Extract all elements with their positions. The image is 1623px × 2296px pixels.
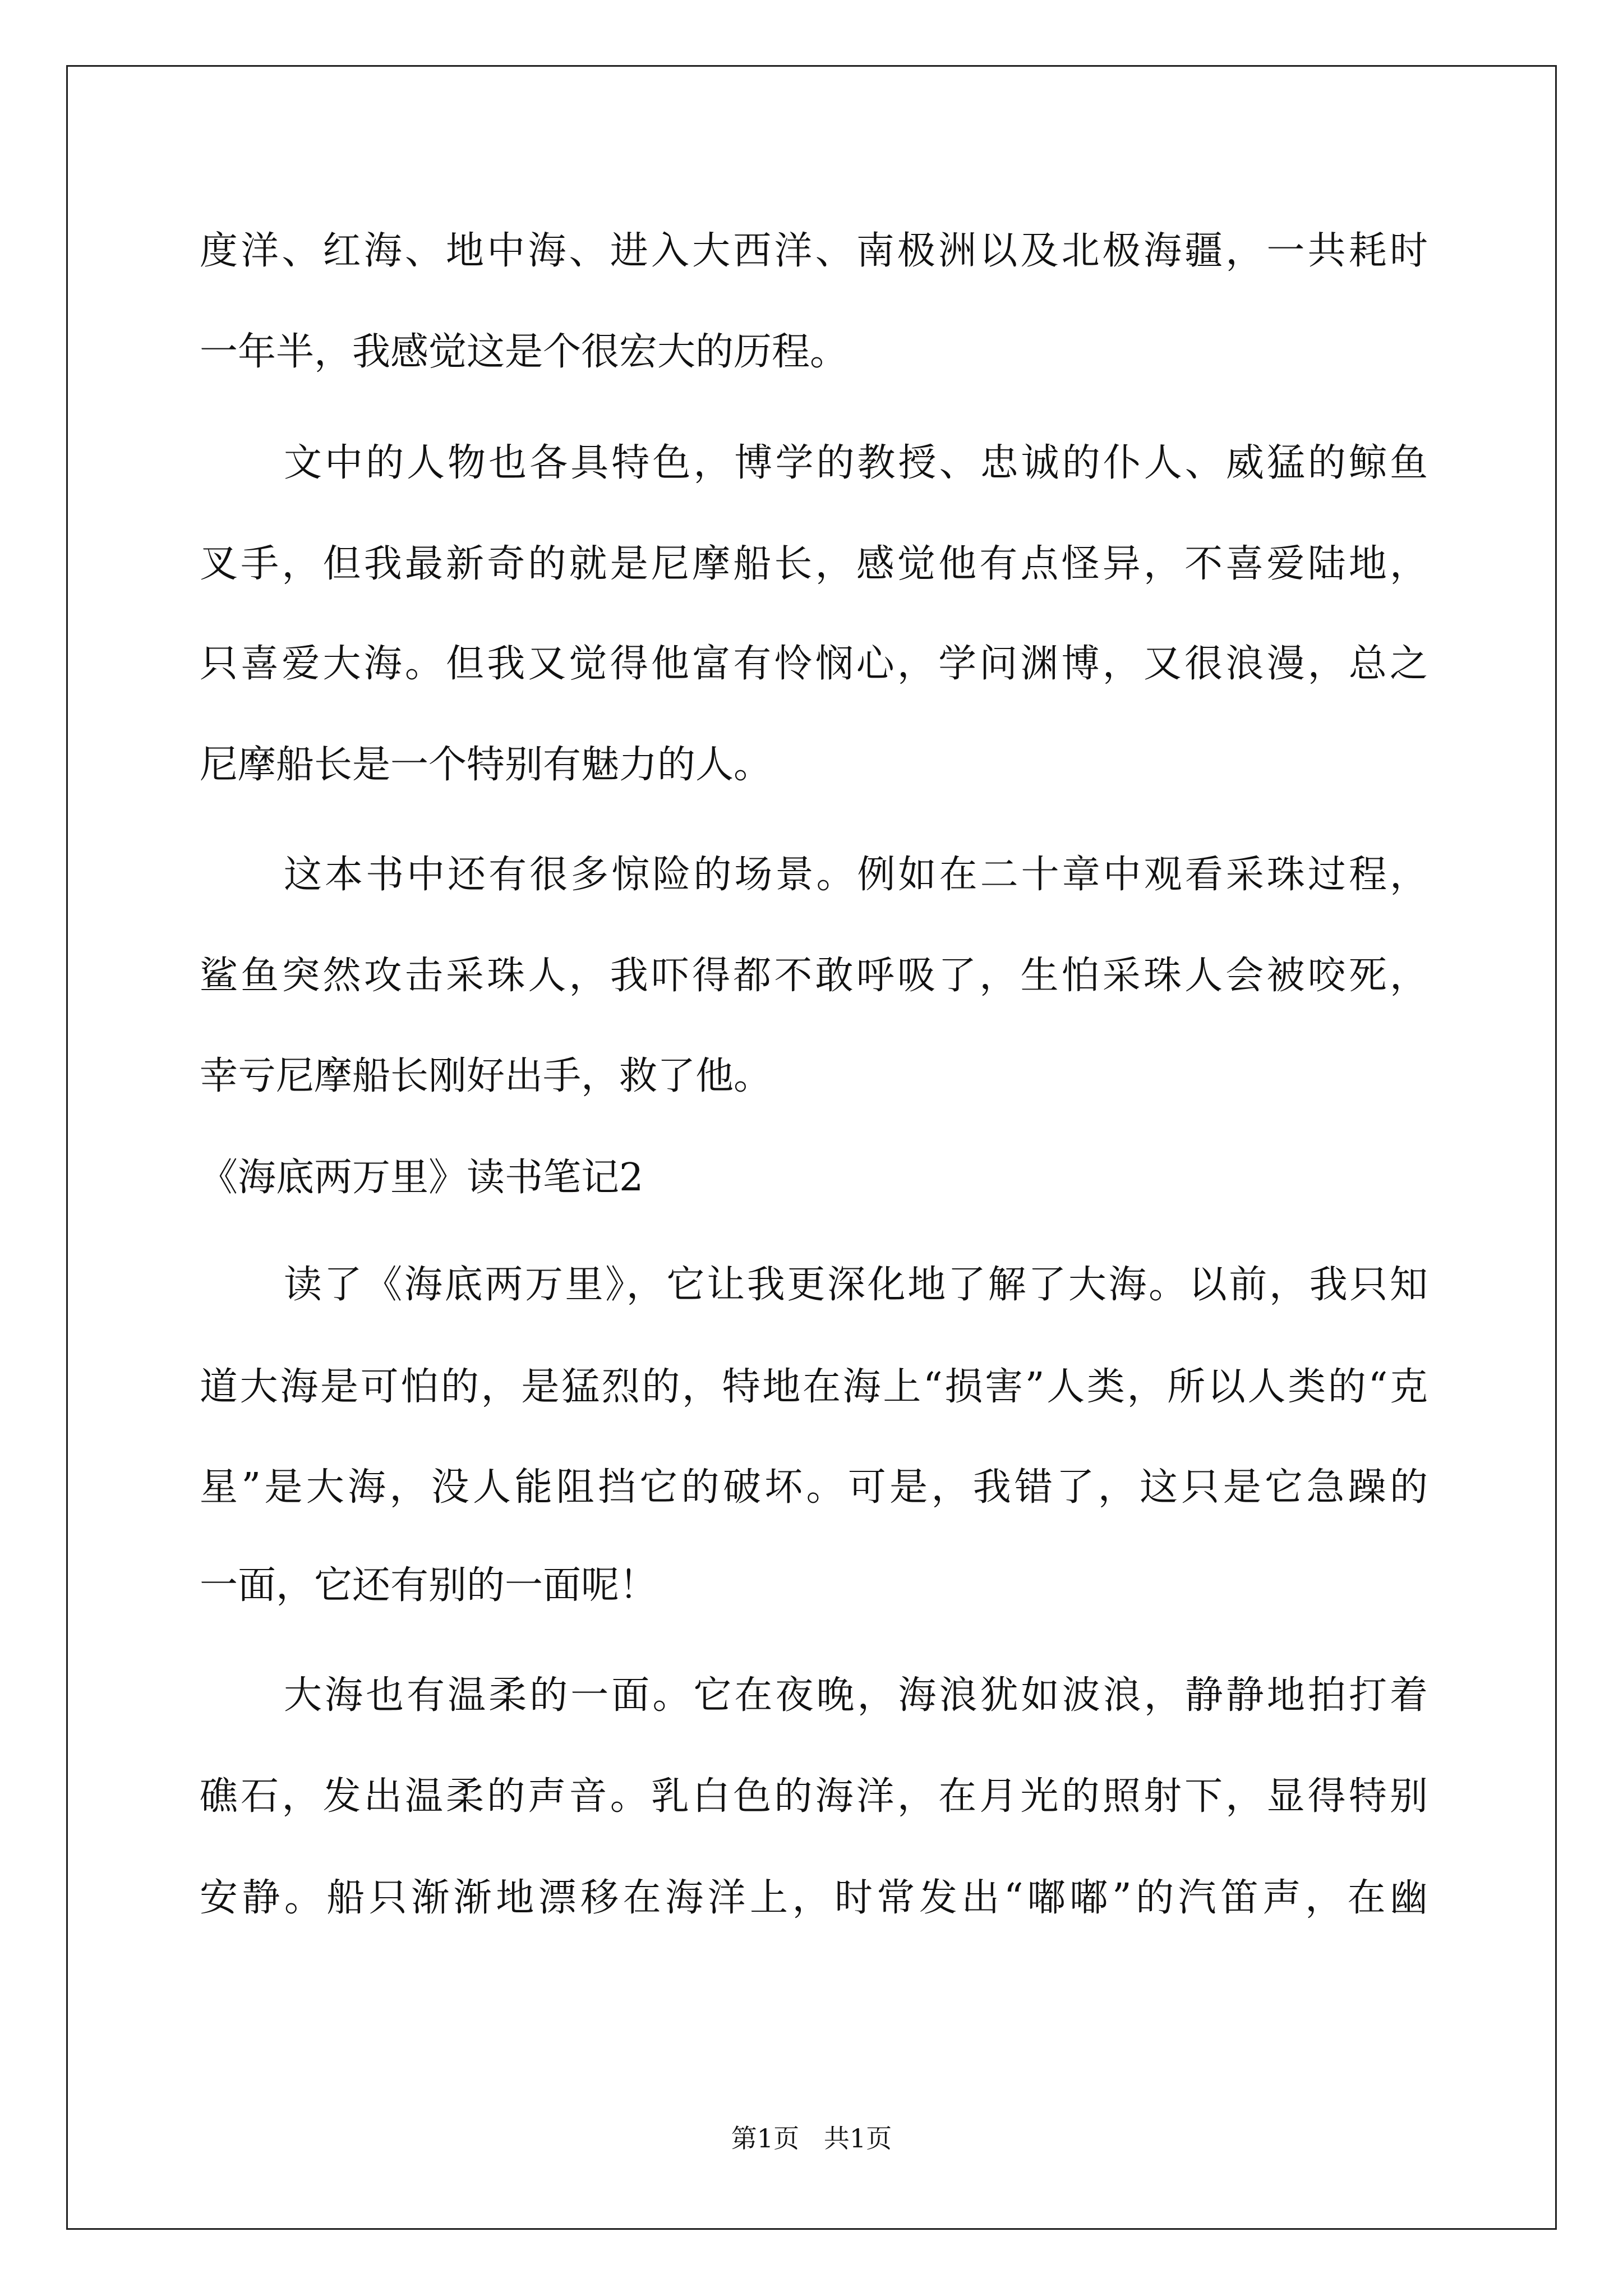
text-line: 道大海是可怕的，是猛烈的，特地在海上“损害”人类，所以人类的“克 xyxy=(200,1365,1428,1409)
text-line: 幸亏尼摩船长刚好出手，救了他。 xyxy=(200,1054,772,1098)
text-line: 这本书中还有很多惊险的场景。例如在二十章中观看采珠过程， xyxy=(284,853,1428,897)
text-line: 鲨鱼突然攻击采珠人，我吓得都不敢呼吸了，生怕采珠人会被咬死， xyxy=(200,954,1428,998)
text-line: 一面，它还有别的一面呢！ xyxy=(200,1563,658,1608)
text-line: 安静。船只渐渐地漂移在海洋上，时常发出“嘟嘟”的汽笛声，在幽 xyxy=(200,1876,1428,1920)
text-line: 星”是大海，没人能阻挡它的破坏。可是，我错了，这只是它急躁的 xyxy=(200,1465,1428,1510)
text-line: 度洋、红海、地中海、进入大西洋、南极洲以及北极海疆，一共耗时 xyxy=(200,229,1428,273)
text-line: 尼摩船长是一个特别有魅力的人。 xyxy=(200,743,772,787)
text-line: 只喜爱大海。但我又觉得他富有怜悯心，学问渊博，又很浪漫，总之 xyxy=(200,642,1428,686)
section-title: 《海底两万里》读书笔记2 xyxy=(200,1156,644,1200)
text-line: 一年半，我感觉这是个很宏大的历程。 xyxy=(200,330,849,374)
text-line: 读了《海底两万里》，它让我更深化地了解了大海。以前，我只知 xyxy=(284,1263,1428,1307)
text-line: 大海也有温柔的一面。它在夜晚，海浪犹如波浪，静静地拍打着 xyxy=(284,1673,1428,1718)
text-line: 叉手，但我最新奇的就是尼摩船长，感觉他有点怪异，不喜爱陆地， xyxy=(200,542,1428,586)
page-footer: 第1页 共1页 xyxy=(731,2123,892,2154)
text-line: 文中的人物也各具特色，博学的教授、忠诚的仆人、威猛的鲸鱼 xyxy=(284,441,1428,485)
text-line: 礁石，发出温柔的声音。乳白色的海洋，在月光的照射下，显得特别 xyxy=(200,1774,1428,1819)
